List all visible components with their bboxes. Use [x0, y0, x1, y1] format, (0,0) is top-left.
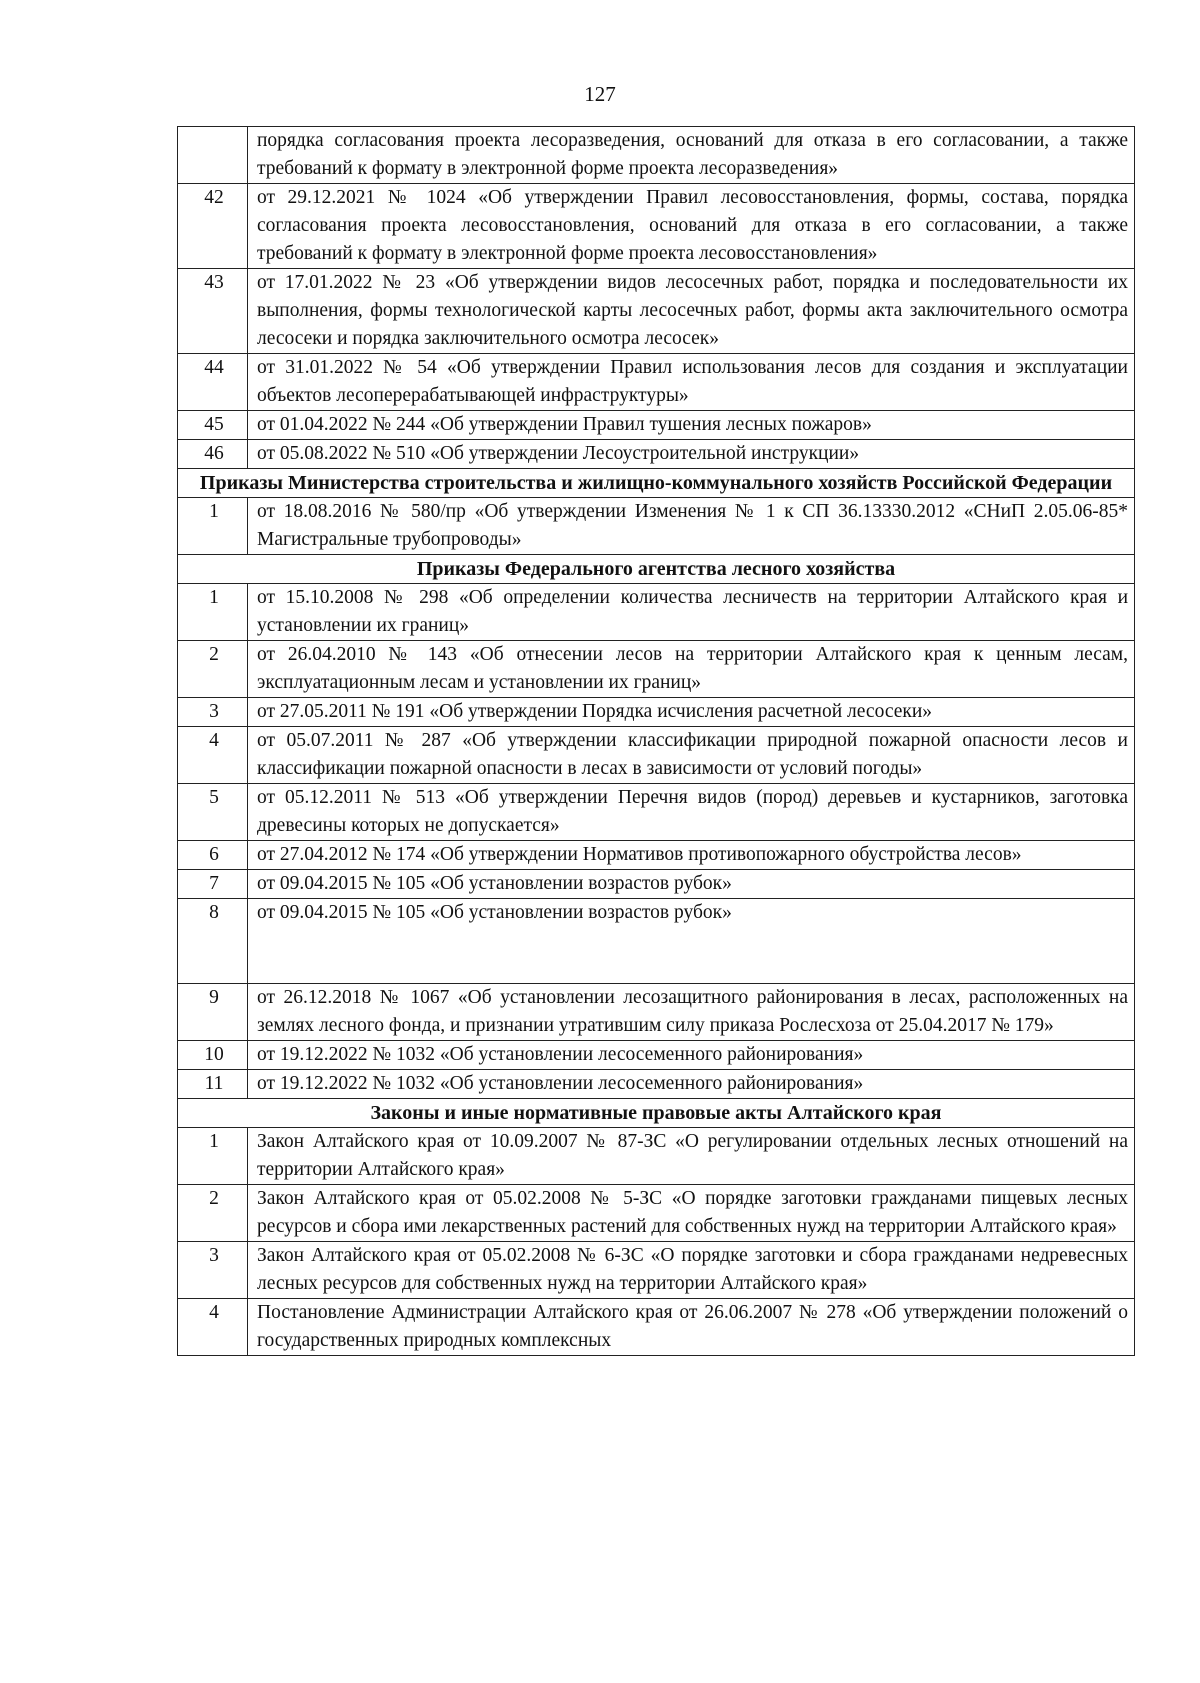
table-row [178, 127, 1135, 184]
table-row [178, 269, 1135, 354]
row-text: от 05.12.2011 № 513 «Об утверждении Перечня видов (пород) деревьев и кустарников, заготовка древесины которых не допускается» [248, 784, 1135, 841]
row-text: от 26.12.2018 № 1067 «Об установлении лесозащитного районирования в лесах, расположенных на землях лесного фонда, и признании утратившим силу приказа Рослесхоза от 25.04.2017 № 179» [248, 984, 1135, 1041]
table-row [178, 984, 1135, 1041]
row-text: от 27.05.2011 № 191 «Об утверждении Порядка исчисления расчетной лесосеки» [248, 698, 1135, 727]
row-text: Закон Алтайского края от 05.02.2008 № 6-ЗС «О порядке заготовки и сбора гражданами недревесных лесных ресурсов для собственных нужд на территории Алтайского края» [248, 1242, 1135, 1299]
row-number: 1 [178, 498, 248, 555]
row-number: 44 [178, 354, 248, 411]
row-text: от 27.04.2012 № 174 «Об утверждении Нормативов противопожарного обустройства лесов» [248, 841, 1135, 870]
table-row [178, 870, 1135, 899]
row-text: от 05.07.2011 № 287 «Об утверждении классификации природной пожарной опасности лесов и классификации пожарной опасности в лесах в зависимости от условий погоды» [248, 727, 1135, 784]
row-text: от 31.01.2022 № 54 «Об утверждении Правил использования лесов для создания и эксплуатации объектов лесоперерабатывающей инфраструктуры» [248, 354, 1135, 411]
table-row [178, 727, 1135, 784]
row-number: 2 [178, 641, 248, 698]
row-text: от 18.08.2016 № 580/пр «Об утверждении Изменения № 1 к СП 36.13330.2012 «СНиП 2.05.06-85* Магистральные трубопроводы» [248, 498, 1135, 555]
row-text: от 05.08.2022 № 510 «Об утверждении Лесоустроительной инструкции» [248, 440, 1135, 469]
section-heading-row [178, 1099, 1135, 1128]
table-row [178, 411, 1135, 440]
section-heading: Приказы Министерства строительства и жилищно-коммунального хозяйств Российской Федерации [178, 469, 1135, 498]
table-row [178, 1299, 1135, 1356]
row-text: от 09.04.2015 № 105 «Об установлении возрастов рубок» [248, 870, 1135, 899]
legal-acts-table [177, 126, 1135, 1356]
row-number: 10 [178, 1041, 248, 1070]
section-heading-row [178, 469, 1135, 498]
table-row [178, 841, 1135, 870]
row-text: от 17.01.2022 № 23 «Об утверждении видов лесосечных работ, порядка и последовательности их выполнения, формы технологической карты лесосечных работ, формы акта заключительного осмотра лесосеки и порядка заключительного осмотра лесосек» [248, 269, 1135, 354]
row-number: 42 [178, 184, 248, 269]
row-number: 2 [178, 1185, 248, 1242]
row-text: Постановление Администрации Алтайского края от 26.06.2007 № 278 «Об утверждении положений о государственных природных комплексных [248, 1299, 1135, 1356]
row-number: 7 [178, 870, 248, 899]
table-row [178, 1128, 1135, 1185]
row-number: 8 [178, 899, 248, 984]
row-text: от 01.04.2022 № 244 «Об утверждении Правил тушения лесных пожаров» [248, 411, 1135, 440]
legal-acts-table-body [178, 127, 1135, 1356]
table-row [178, 641, 1135, 698]
section-heading-row [178, 555, 1135, 584]
row-number: 46 [178, 440, 248, 469]
table-row [178, 1242, 1135, 1299]
table-row [178, 184, 1135, 269]
page-number: 127 [584, 82, 616, 106]
table-row [178, 440, 1135, 469]
row-number: 6 [178, 841, 248, 870]
row-number: 3 [178, 1242, 248, 1299]
table-row [178, 1070, 1135, 1099]
row-text: порядка согласования проекта лесоразведения, оснований для отказа в его согласовании, а также требований к формату в электронной форме проекта лесоразведения» [248, 127, 1135, 184]
section-heading: Приказы Федерального агентства лесного хозяйства [178, 555, 1135, 584]
row-number: 4 [178, 727, 248, 784]
table-row [178, 784, 1135, 841]
table-row [178, 1185, 1135, 1242]
table-row [178, 1041, 1135, 1070]
table-row [178, 354, 1135, 411]
row-number: 3 [178, 698, 248, 727]
row-number: 1 [178, 1128, 248, 1185]
row-text: от 26.04.2010 № 143 «Об отнесении лесов на территории Алтайского края к ценным лесам, эксплуатационным лесам и установлении их границ» [248, 641, 1135, 698]
row-text: от 19.12.2022 № 1032 «Об установлении лесосеменного районирования» [248, 1041, 1135, 1070]
section-heading: Законы и иные нормативные правовые акты Алтайского края [178, 1099, 1135, 1128]
row-text: от 19.12.2022 № 1032 «Об установлении лесосеменного районирования» [248, 1070, 1135, 1099]
row-number: 4 [178, 1299, 248, 1356]
row-text: от 29.12.2021 № 1024 «Об утверждении Правил лесовосстановления, формы, состава, порядка согласования проекта лесовосстановления, оснований для отказа в его согласовании, а также требований к формату в электронной форме проекта лесовосстановления» [248, 184, 1135, 269]
table-row [178, 498, 1135, 555]
row-text: от 15.10.2008 № 298 «Об определении количества лесничеств на территории Алтайского края и установлении их границ» [248, 584, 1135, 641]
row-number: 1 [178, 584, 248, 641]
row-number: 9 [178, 984, 248, 1041]
row-number: 45 [178, 411, 248, 440]
row-text: Закон Алтайского края от 05.02.2008 № 5-ЗС «О порядке заготовки гражданами пищевых лесных ресурсов и сбора ими лекарственных растений для собственных нужд на территории Алтайского края» [248, 1185, 1135, 1242]
row-text: от 09.04.2015 № 105 «Об установлении возрастов рубок» [248, 899, 1135, 984]
table-row [178, 899, 1135, 984]
row-text: Закон Алтайского края от 10.09.2007 № 87-ЗС «О регулировании отдельных лесных отношений на территории Алтайского края» [248, 1128, 1135, 1185]
table-row [178, 584, 1135, 641]
row-number [178, 127, 248, 184]
row-number: 43 [178, 269, 248, 354]
table-row [178, 698, 1135, 727]
row-number: 11 [178, 1070, 248, 1099]
row-number: 5 [178, 784, 248, 841]
